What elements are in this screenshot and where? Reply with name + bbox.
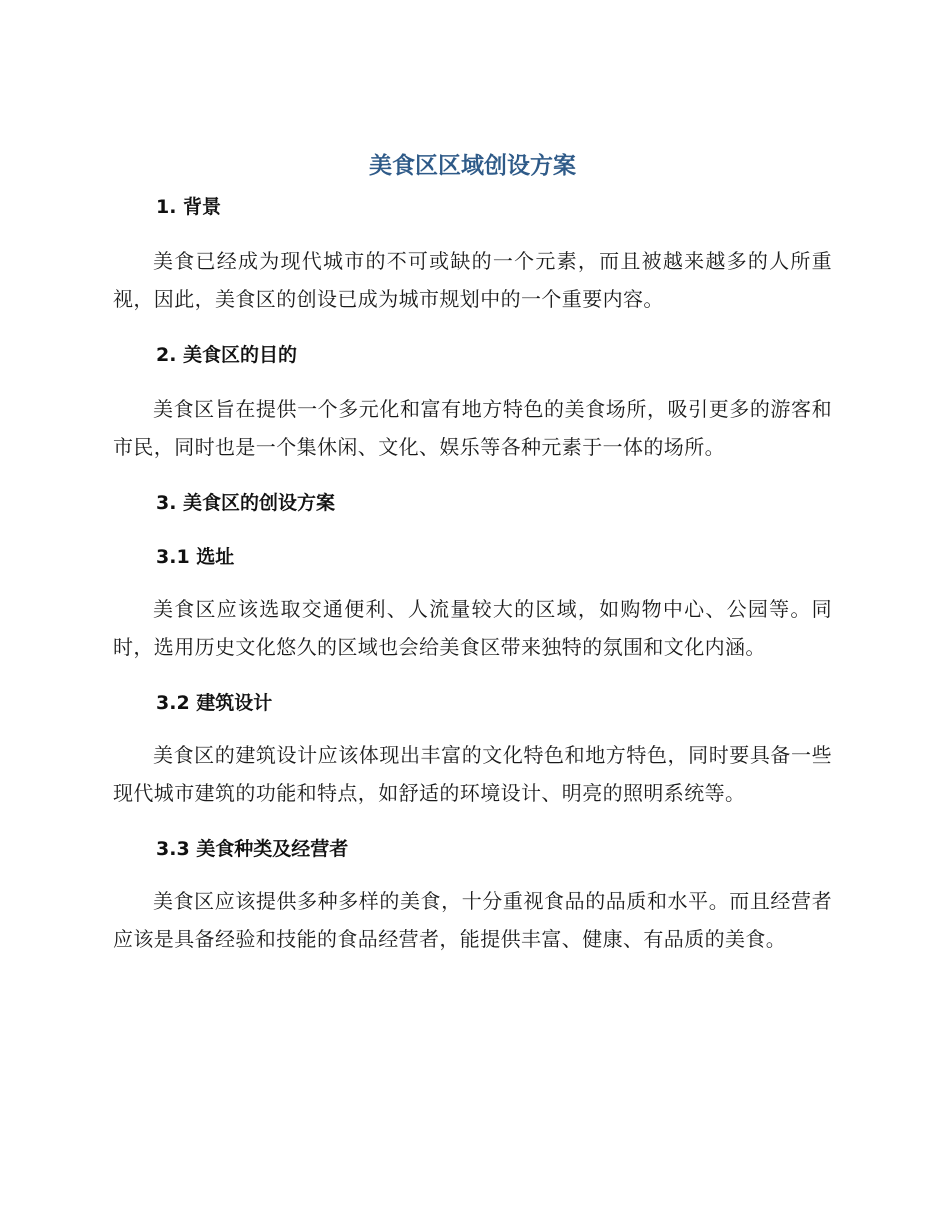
- section-paragraph-architecture: 美食区的建筑设计应该体现出丰富的文化特色和地方特色，同时要具备一些现代城市建筑的功能和特点，如舒适的环境设计、明亮的照明系统等。: [113, 743, 832, 805]
- section-paragraph-food-operators: 美食区应该提供多种多样的美食，十分重视食品的品质和水平。而且经营者应该是具备经验和技能的食品经营者，能提供丰富、健康、有品质的美食。: [113, 889, 832, 951]
- document-title: 美食区区域创设方案: [369, 153, 576, 179]
- section-heading-site-selection: 3.1 选址: [156, 546, 235, 568]
- section-paragraph-background: 美食已经成为现代城市的不可或缺的一个元素，而且被越来越多的人所重视，因此，美食区的创设已成为城市规划中的一个重要内容。: [113, 249, 832, 311]
- section-heading-food-operators: 3.3 美食种类及经营者: [156, 838, 349, 860]
- section-paragraph-site-selection: 美食区应该选取交通便利、人流量较大的区域，如购物中心、公园等。同时，选用历史文化悠久的区域也会给美食区带来独特的氛围和文化内涵。: [113, 597, 832, 659]
- section-heading-architecture: 3.2 建筑设计: [156, 692, 273, 714]
- section-paragraph-purpose: 美食区旨在提供一个多元化和富有地方特色的美食场所，吸引更多的游客和市民，同时也是一个集休闲、文化、娱乐等各种元素于一体的场所。: [113, 397, 832, 459]
- section-heading-background: 1. 背景: [156, 196, 222, 218]
- section-heading-purpose: 2. 美食区的目的: [156, 344, 298, 366]
- section-heading-plan: 3. 美食区的创设方案: [156, 492, 336, 514]
